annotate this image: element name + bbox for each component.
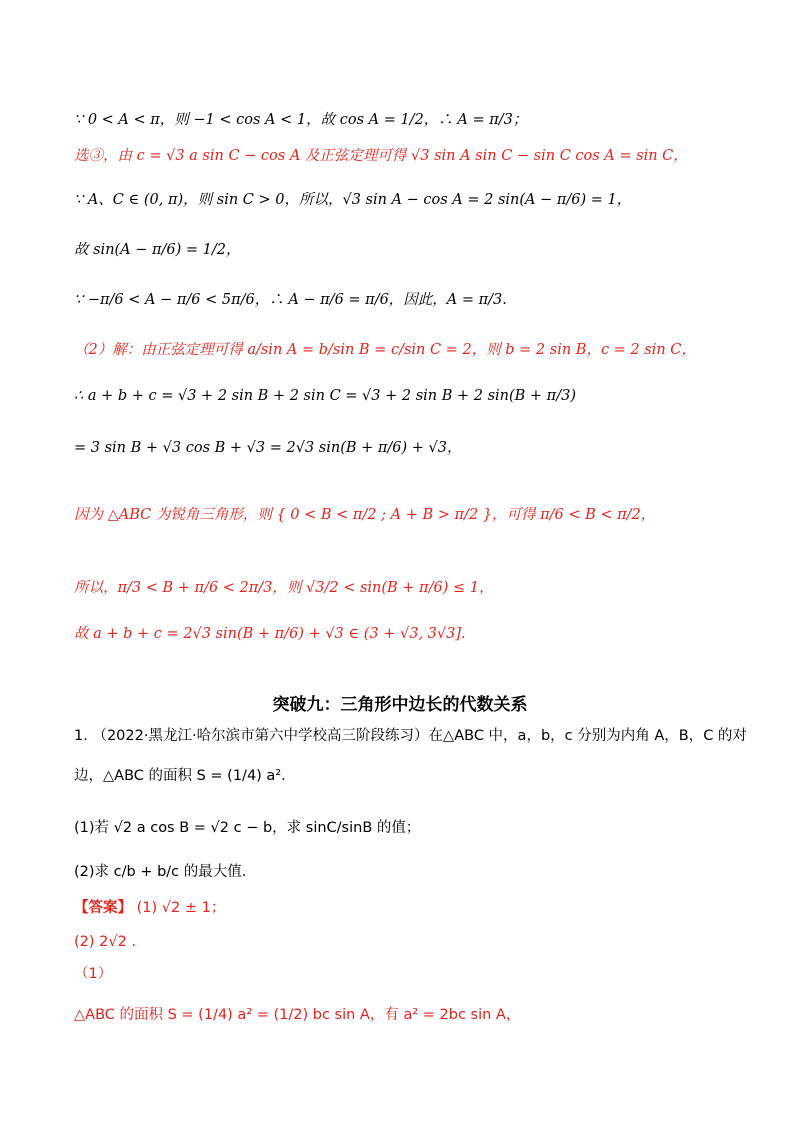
answer-2: (2) 2√2 . (74, 934, 137, 950)
problem-part-2: (2)求 c/b + b/c 的最大值. (74, 864, 247, 880)
solution-line-3: ∵ A、C ∈ (0, π)，则 sin C > 0，所以，√3 sin A − cos A = 2 sin(A − π/6) = 1， (74, 192, 632, 208)
answer-step-label: （1） (74, 966, 113, 982)
solution-line-10: 所以，π/3 < B + π/6 < 2π/3，则 √3/2 < sin(B + π/6) ≤ 1， (74, 580, 494, 596)
section-title: 突破九：三角形中边长的代数关系 (272, 695, 528, 715)
answer-1: (1) √2 ± 1； (136, 900, 226, 916)
problem-line-2: 边，△ABC 的面积 S = (1/4) a²． (74, 768, 296, 784)
answer-line (74, 898, 740, 918)
solution-line-4: 故 sin(A − π/6) = 1/2， (74, 242, 241, 258)
solution-line-2: 选③，由 c = √3 a sin C − cos A 及正弦定理可得 √3 sin A sin C − sin C cos A = sin C， (74, 148, 688, 164)
solution-line-5: ∵ −π/6 < A − π/6 < 5π/6，∴ A − π/6 = π/6，因此，A = π/3. (74, 292, 507, 308)
solution-line-7: ∴ a + b + c = √3 + 2 sin B + 2 sin C = √3 + 2 sin B + 2 sin(B + π/3) (74, 388, 576, 404)
answer-step-1: △ABC 的面积 S = (1/4) a² = (1/2) bc sin A，有 a² = 2bc sin A， (74, 1007, 521, 1023)
answer-label: 【答案】 (74, 900, 132, 916)
solution-line-6: （2）解：由正弦定理可得 a/sin A = b/sin B = c/sin C = 2，则 b = 2 sin B，c = 2 sin C， (74, 342, 696, 358)
problem-part-1: (1)若 √2 a cos B = √2 c − b，求 sinC/sinB 的值； (74, 820, 421, 836)
solution-line-11: 故 a + b + c = 2√3 sin(B + π/6) + √3 ∈ (3 + √3, 3√3]. (74, 626, 466, 642)
solution-line-8: = 3 sin B + √3 cos B + √3 = 2√3 sin(B + π/6) + √3， (74, 440, 462, 456)
solution-line-9: 因为 △ABC 为锐角三角形，则 { 0 < B < π/2 ; A + B > π/2 }，可得 π/6 < B < π/2， (74, 507, 656, 523)
solution-line-1: ∵ 0 < A < π，则 −1 < cos A < 1，故 cos A = 1/2，∴ A = π/3； (74, 112, 528, 128)
problem-line-1: 1. （2022·黑龙江·哈尔滨市第六中学校高三阶段练习）在△ABC 中，a，b，c 分别为内角 A，B，C 的对 (74, 728, 747, 744)
